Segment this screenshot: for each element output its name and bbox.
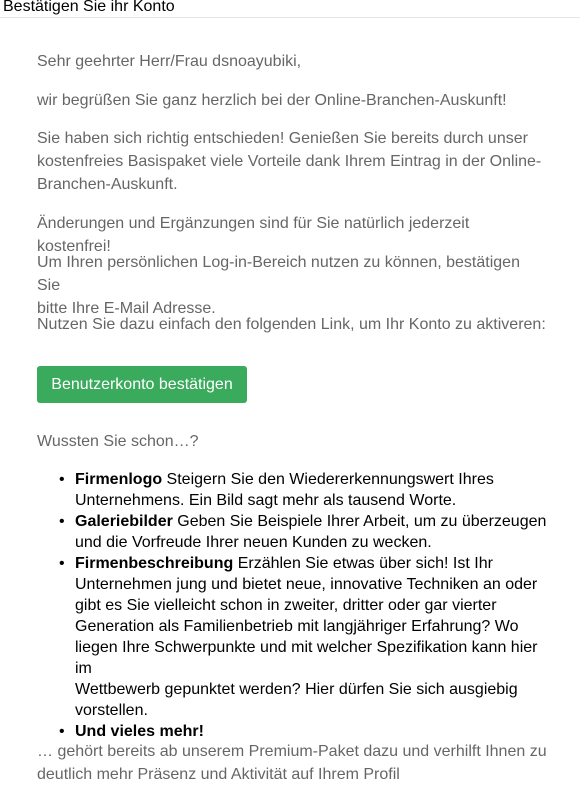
feature-text: liegen Ihre Schwerpunkte und mit welcher Spezifikation kann hier im xyxy=(75,639,538,677)
login-line: bitte Ihre E-Mail Adresse. xyxy=(37,300,216,317)
premium-line: deutlich mehr Präsenz und Aktivität auf Ihrem Profil xyxy=(37,766,400,783)
decision-line: Branchen-Auskunft. xyxy=(37,176,178,193)
bullet-icon: • xyxy=(59,471,65,488)
login-paragraph xyxy=(37,251,547,320)
link-intro-text: Nutzen Sie dazu einfach den folgenden Link, um Ihr Konto zu aktiveren: xyxy=(37,316,546,333)
login-line: Um Ihren persönlichen Log-in-Bereich nutzen zu können, bestätigen Sie xyxy=(37,254,520,294)
feature-text: vorstellen. xyxy=(75,702,148,719)
feature-text: Generation als Familienbetrieb mit langjähriger Erfahrung? Wo xyxy=(75,618,519,635)
welcome-text: wir begrüßen Sie ganz herzlich bei der Online-Branchen-Auskunft! xyxy=(37,92,507,109)
decision-line: kostenfreies Basispaket viele Vorteile dank Ihrem Eintrag in der Online- xyxy=(37,153,542,170)
premium-paragraph xyxy=(37,740,547,786)
bullet-icon: • xyxy=(59,555,65,572)
confirm-account-button[interactable]: Benutzerkonto bestätigen xyxy=(37,366,247,403)
changes-text: Änderungen und Ergänzungen sind für Sie natürlich jederzeit kostenfrei! xyxy=(37,215,470,255)
feature-item-und-vieles-mehr xyxy=(57,721,557,742)
greeting-text: Sehr geehrter Herr/Frau dsnoayubiki, xyxy=(37,53,302,70)
feature-text: Geben Sie Beispiele Ihrer Arbeit, um zu überzeugen xyxy=(172,513,547,530)
feature-title: Firmenlogo xyxy=(75,471,163,488)
bullet-icon: • xyxy=(59,513,65,530)
decision-line: Sie haben sich richtig entschieden! Genießen Sie bereits durch unser xyxy=(37,130,528,147)
feature-text: gibt es Sie vielleicht schon in zweiter, dritter oder gar vierter xyxy=(75,597,497,614)
feature-title: Galeriebilder xyxy=(75,513,173,530)
did-you-know-heading: Wussten Sie schon…? xyxy=(37,433,199,450)
bullet-icon: • xyxy=(59,723,65,740)
decision-paragraph xyxy=(37,127,547,196)
feature-text: Unternehmens. Ein Bild sagt mehr als tausend Worte. xyxy=(75,492,457,509)
feature-title: Und vieles mehr! xyxy=(75,723,204,740)
feature-text: Unternehmen jung und bietet neue, innovative Techniken an oder xyxy=(75,576,538,593)
feature-text: und die Vorfreude Ihrer neuen Kunden zu wecken. xyxy=(75,534,432,551)
window-title: Bestätigen Sie ihr Konto xyxy=(3,0,175,15)
feature-list xyxy=(57,469,557,742)
feature-text: Erzählen Sie etwas über sich! Ist Ihr xyxy=(233,555,493,572)
feature-text: Wettbewerb gepunktet werden? Hier dürfen Sie sich ausgiebig xyxy=(75,681,518,698)
feature-text: Steigern Sie den Wiedererkennungswert Ihres xyxy=(162,471,494,488)
window-title-bar xyxy=(0,0,580,18)
feature-item-firmenbeschreibung xyxy=(57,553,557,721)
feature-item-galeriebilder xyxy=(57,511,557,553)
feature-title: Firmenbeschreibung xyxy=(75,555,234,572)
feature-item-firmenlogo xyxy=(57,469,557,511)
premium-line: … gehört bereits ab unserem Premium-Paket dazu und verhilft Ihnen zu xyxy=(37,743,547,760)
